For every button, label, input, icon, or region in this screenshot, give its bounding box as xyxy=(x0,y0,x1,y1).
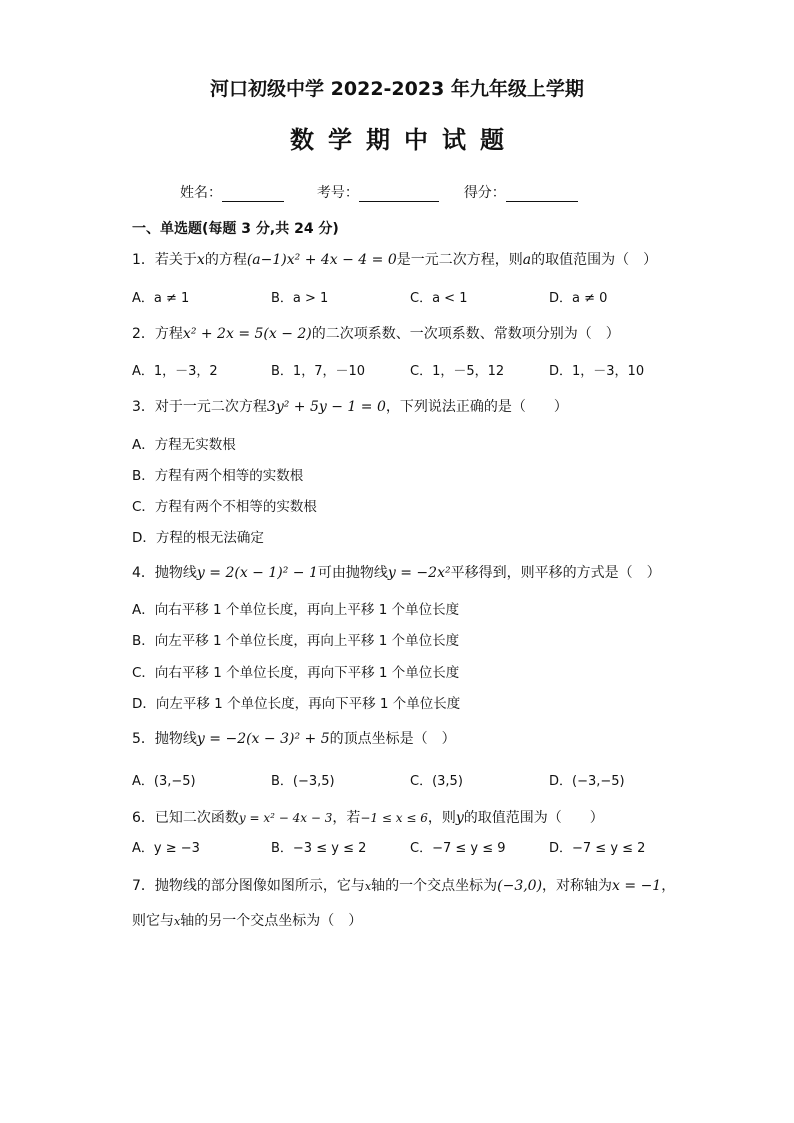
question-5 xyxy=(132,728,456,748)
q6-var-y: y xyxy=(455,810,464,826)
q7-var-x: x xyxy=(174,915,181,928)
q1-option-b[interactable]: B．a > 1 xyxy=(271,291,329,306)
exam-number-label: 考号： xyxy=(316,185,359,201)
q5-equation: y = −2(x − 3)² + 5 xyxy=(196,731,330,747)
q5-stem: 的顶点坐标是（ ） xyxy=(329,731,456,747)
name-blank[interactable] xyxy=(222,187,284,202)
q6-function: y = x² − 4x − 3 xyxy=(238,811,333,825)
q4-stem: 4．抛物线 xyxy=(132,565,197,581)
q1-stem: 的方程 xyxy=(204,252,247,268)
q6-option-b[interactable]: B．−3 ≤ y ≤ 2 xyxy=(271,841,367,856)
q6-interval: −1 ≤ x ≤ 6 xyxy=(360,811,428,825)
q7-stem: ，对称轴为 xyxy=(542,878,613,894)
q4-option-b[interactable]: B．向左平移 1 个单位长度，再向上平移 1 个单位长度 xyxy=(132,633,460,649)
q7-axis-of-symmetry: x = −1 xyxy=(612,878,662,894)
exam-number-blank[interactable] xyxy=(359,187,439,202)
q3-stem: ，下列说法正确的是（ ） xyxy=(385,399,568,415)
score-label: 得分： xyxy=(463,185,506,201)
q3-option-d[interactable]: D．方程的根无法确定 xyxy=(132,530,264,546)
question-1 xyxy=(132,249,657,269)
q2-option-d[interactable]: D．1，－3，10 xyxy=(549,364,645,379)
q7-stem: 7．抛物线的部分图像如图所示，它与 xyxy=(132,878,365,894)
q6-stem: 的取值范围为（ ） xyxy=(463,810,604,826)
q3-stem: 3．对于一元二次方程 xyxy=(132,399,267,415)
q2-option-b[interactable]: B．1，7，－10 xyxy=(271,364,366,379)
q7-stem: 轴的一个交点坐标为 xyxy=(371,878,498,894)
q6-option-a[interactable]: A．y ≥ −3 xyxy=(132,841,200,856)
q5-option-a[interactable]: A．(3,−5) xyxy=(132,774,196,789)
q6-option-d[interactable]: D．−7 ≤ y ≤ 2 xyxy=(549,841,646,856)
q4-stem: 可由抛物线 xyxy=(317,565,388,581)
q4-option-c[interactable]: C．向右平移 1 个单位长度，再向下平移 1 个单位长度 xyxy=(132,665,460,681)
q1-var-x: x xyxy=(196,252,205,268)
q7-stem: ， xyxy=(661,878,676,894)
q7-intersection-point: (−3,0) xyxy=(497,878,543,894)
q7-stem: 则它与 xyxy=(132,913,174,929)
q4-equation: y = 2(x − 1)² − 1 xyxy=(196,565,318,581)
question-7 xyxy=(132,875,675,895)
q2-option-c[interactable]: C．1，－5，12 xyxy=(410,364,505,379)
q4-option-a[interactable]: A．向右平移 1 个单位长度，再向上平移 1 个单位长度 xyxy=(132,602,460,618)
q1-option-d[interactable]: D．a ≠ 0 xyxy=(549,291,608,306)
exam-title: 河口初级中学 2022-2023 年九年级上学期 xyxy=(210,78,584,100)
exam-subtitle: 数学期中试题 xyxy=(290,126,518,154)
q5-option-b[interactable]: B．(−3,5) xyxy=(271,774,335,789)
q3-equation: 3y² + 5y − 1 = 0 xyxy=(266,399,386,415)
q1-option-a[interactable]: A．a ≠ 1 xyxy=(132,291,190,306)
q1-stem: 的取值范围为（ ） xyxy=(531,252,658,268)
q4-option-d[interactable]: D．向左平移 1 个单位长度，再向下平移 1 个单位长度 xyxy=(132,696,461,712)
q7-var-x: x xyxy=(364,880,372,893)
q1-stem: 1．若关于 xyxy=(132,252,197,268)
q7-stem: 轴的另一个交点坐标为（ ） xyxy=(180,913,363,929)
section-title: 一、单选题(每题 3 分,共 24 分) xyxy=(132,221,339,237)
q1-option-c[interactable]: C．a < 1 xyxy=(410,291,468,306)
q5-stem: 5．抛物线 xyxy=(132,731,197,747)
q5-option-d[interactable]: D．(−3,−5) xyxy=(549,774,625,789)
question-4 xyxy=(132,562,661,582)
q1-var-a: a xyxy=(522,252,532,268)
q6-stem: 6．已知二次函数 xyxy=(132,810,239,826)
q4-stem: 平移得到，则平移的方式是（ ） xyxy=(450,565,661,581)
question-6 xyxy=(132,807,604,827)
q6-stem: ，若 xyxy=(332,810,361,826)
q3-option-b[interactable]: B．方程有两个相等的实数根 xyxy=(132,468,304,484)
q2-option-a[interactable]: A．1，－3，2 xyxy=(132,364,218,379)
q3-option-a[interactable]: A．方程无实数根 xyxy=(132,437,236,453)
question-3 xyxy=(132,396,568,416)
q6-stem: ，则 xyxy=(427,810,456,826)
question-7-line-2 xyxy=(132,910,362,930)
q5-option-c[interactable]: C．(3,5) xyxy=(410,774,463,789)
q2-stem: 的二次项系数、一次项系数、常数项分别为（ ） xyxy=(311,326,620,342)
q6-option-c[interactable]: C．−7 ≤ y ≤ 9 xyxy=(410,841,506,856)
score-blank[interactable] xyxy=(506,187,578,202)
q2-stem: 2．方程 xyxy=(132,326,183,342)
q3-option-c[interactable]: C．方程有两个不相等的实数根 xyxy=(132,499,317,515)
question-2 xyxy=(132,323,620,343)
q1-equation: (a−1)x² + 4x − 4 = 0 xyxy=(246,252,397,268)
name-label: 姓名： xyxy=(180,185,222,201)
q1-stem: 是一元二次方程，则 xyxy=(396,252,523,268)
q4-equation: y = −2x² xyxy=(387,565,451,581)
student-info-row xyxy=(180,182,578,202)
q2-equation: x² + 2x = 5(x − 2) xyxy=(182,326,312,342)
